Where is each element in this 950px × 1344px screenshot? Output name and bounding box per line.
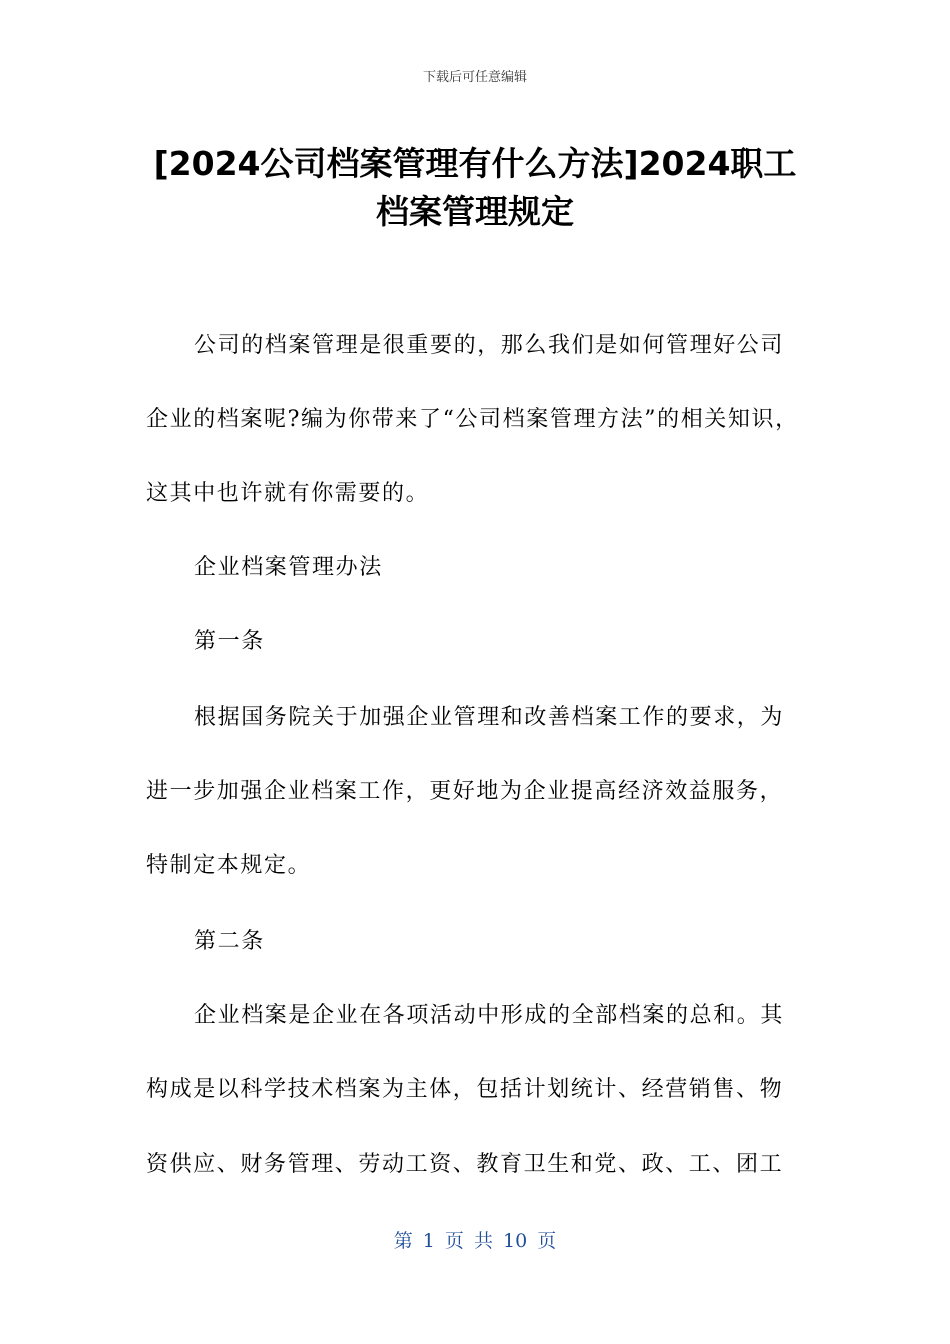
body-line-11: 构成是以科学技术档案为主体，包括计划统计、经营销售、物 xyxy=(146,1077,784,1102)
header-note: 下载后可任意编辑 xyxy=(422,70,527,85)
article-1-label: 第一条 xyxy=(194,629,265,654)
title-line-1: [2024公司档案管理有什么方法]2024职工 xyxy=(153,144,797,183)
body-line-8: 特制定本规定。 xyxy=(146,853,312,878)
body-line-12: 资供应、财务管理、劳动工资、教育卫生和党、政、工、团工 xyxy=(146,1152,784,1177)
body-line-3: 这其中也许就有你需要的。 xyxy=(146,481,430,506)
article-2-label: 第二条 xyxy=(194,929,265,954)
section-heading: 企业档案管理办法 xyxy=(194,555,383,580)
body-line-1: 公司的档案管理是很重要的，那么我们是如何管理好公司 xyxy=(194,333,785,358)
body-line-2: 企业的档案呢?编为你带来了“公司档案管理方法”的相关知识， xyxy=(146,407,799,432)
body-line-10: 企业档案是企业在各项活动中形成的全部档案的总和。其 xyxy=(194,1003,785,1028)
title-line-2: 档案管理规定 xyxy=(376,192,574,231)
body-line-7: 进一步加强企业档案工作，更好地为企业提高经济效益服务， xyxy=(146,779,784,804)
body-line-6: 根据国务院关于加强企业管理和改善档案工作的要求，为 xyxy=(194,705,785,730)
page-footer: 第 1 页 共 10 页 xyxy=(393,1230,557,1252)
document-title xyxy=(120,140,830,236)
